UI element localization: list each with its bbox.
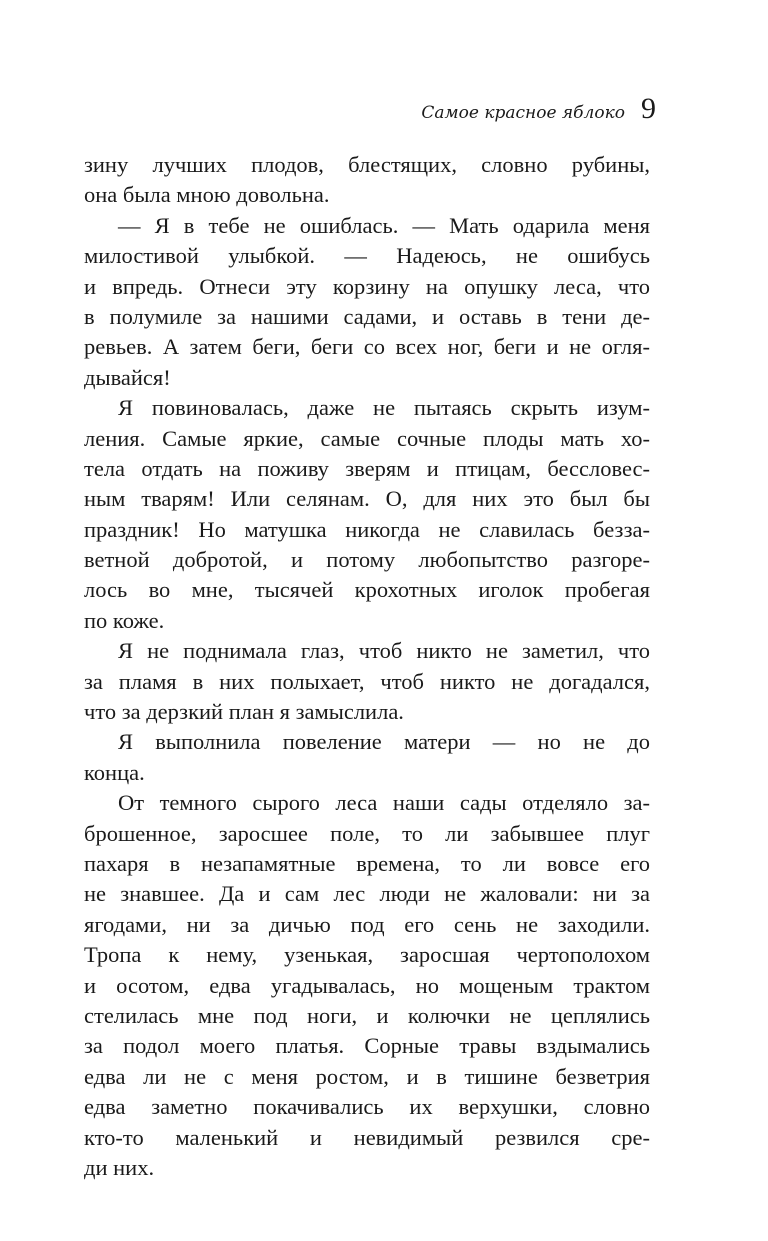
text-line: пахаря в незапамятные времена, то ли вовсе его	[84, 850, 650, 876]
text-line: ления. Самые яркие, самые сочные плоды мать хо-	[84, 425, 650, 451]
text-line: Я выполнила повеление матери — но не до	[118, 729, 650, 755]
text-line: праздник! Но матушка никогда не славилась безза-	[84, 516, 650, 542]
text-line: дывайся!	[84, 364, 171, 390]
text-line: брошенное, заросшее поле, то ли забывшее плуг	[84, 820, 650, 846]
text-line: стелилась мне под ноги, и колючки не цеплялись	[84, 1002, 650, 1028]
text-line: ветной добротой, и потому любопытство разгоре-	[84, 547, 650, 573]
text-line: милостивой улыбкой. — Надеюсь, не ошибусь	[84, 243, 650, 269]
text-line: что за дерзкий план я замыслила.	[84, 699, 404, 725]
text-line: едва заметно покачивались их верхушки, словно	[84, 1094, 650, 1120]
text-line: за подол моего платья. Сорные травы вздымались	[84, 1033, 650, 1059]
text-line: и впредь. Отнеси эту корзину на опушку леса, что	[84, 273, 650, 299]
text-line: зину лучших плодов, блестящих, словно рубины,	[84, 152, 650, 177]
page-number: 9	[641, 92, 656, 125]
text-line: Я не поднимала глаз, чтоб никто не заметил, что	[118, 638, 650, 664]
text-line: ревьев. А затем беги, беги со всех ног, беги и не огля-	[84, 334, 650, 360]
text-line: ди них.	[84, 1154, 155, 1180]
text-line: она была мною довольна.	[84, 182, 330, 208]
text-line: и осотом, едва угадывалась, но мощеным трактом	[84, 972, 650, 998]
text-line: по коже.	[84, 607, 165, 633]
body-text	[84, 150, 650, 1183]
text-line: тела отдать на поживу зверям и птицам, бессловес-	[84, 455, 650, 481]
text-line: Тропа к нему, узенькая, заросшая чертополохом	[84, 942, 650, 968]
text-line: — Я в тебе не ошиблась. — Мать одарила меня	[118, 212, 650, 238]
running-title: Самое красное яблоко	[421, 103, 625, 123]
text-line: Я повиновалась, даже не пытаясь скрыть изум-	[118, 395, 650, 421]
running-head	[421, 94, 656, 124]
text-line: ягодами, ни за дичью под его сень не заходили.	[84, 911, 650, 937]
text-line: кто-то маленький и невидимый резвился сре-	[84, 1124, 650, 1150]
text-line: за пламя в них полыхает, чтоб никто не догадался,	[84, 668, 650, 694]
text-line: ным тварям! Или селянам. О, для них это был бы	[84, 486, 650, 512]
text-line: От темного сырого леса наши сады отделяло за-	[118, 790, 650, 816]
text-line: не знавшее. Да и сам лес люди не жаловали: ни за	[84, 881, 650, 907]
text-line: конца.	[84, 759, 145, 785]
text-line: в полумиле за нашими садами, и оставь в тени де-	[84, 303, 650, 329]
text-line: лось во мне, тысячей крохотных иголок пробегая	[84, 577, 650, 603]
text-line: едва ли не с меня ростом, и в тишине безветрия	[84, 1063, 650, 1089]
